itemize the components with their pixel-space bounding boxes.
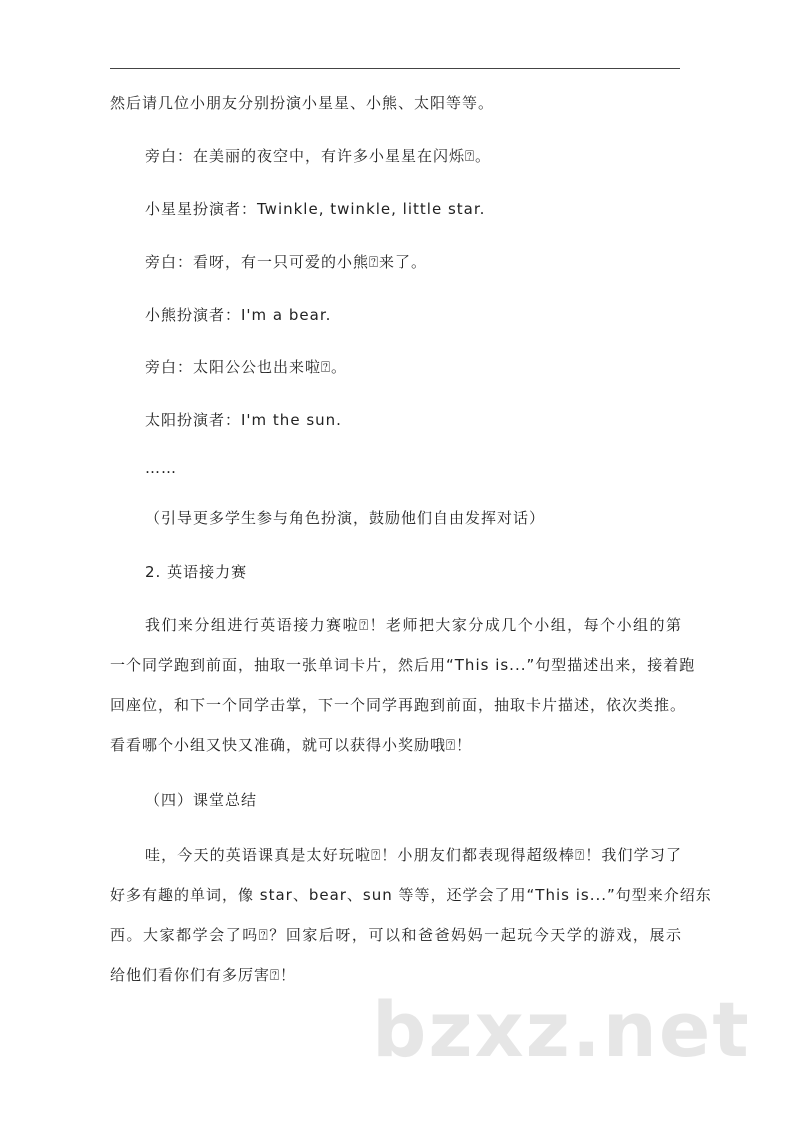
header-rule — [110, 68, 680, 69]
ellipsis-line: …… — [145, 459, 177, 477]
narration-line: 旁白：在美丽的夜空中，有许多小星星在闪烁⍰。 — [145, 147, 492, 165]
narration-line: 旁白：看呀，有一只可爱的小熊⍰来了。 — [145, 253, 428, 271]
section-heading: 2. 英语接力赛 — [145, 563, 248, 581]
paragraph-line: 好多有趣的单词，像 star、bear、sun 等等，还学会了用“This is...”句型来介绍东 — [110, 886, 712, 904]
instruction-note: （引导更多学生参与角色扮演，鼓励他们自由发挥对话） — [145, 509, 546, 527]
paragraph-line: 哇，今天的英语课真是太好玩啦⍰！小朋友们都表现得超级棒⍰！我们学习了 — [145, 846, 682, 864]
paragraph-line: 给他们看你们有多厉害⍰！ — [110, 966, 297, 984]
paragraph-line: 然后请几位小朋友分别扮演小星星、小熊、太阳等等。 — [110, 94, 495, 112]
paragraph-line: 我们来分组进行英语接力赛啦⍰！老师把大家分成几个小组，每个小组的第 — [145, 616, 682, 634]
paragraph-line: 一个同学跑到前面，抽取一张单词卡片，然后用“This is...”句型描述出来，接着跑 — [110, 656, 696, 674]
section-heading: （四）课堂总结 — [145, 791, 258, 809]
dialogue-line: 小熊扮演者：I'm a bear. — [145, 306, 332, 324]
paragraph-line: 西。大家都学会了吗⍰？回家后呀，可以和爸爸妈妈一起玩今天学的游戏，展示 — [110, 926, 682, 944]
narration-line: 旁白：太阳公公也出来啦⍰。 — [145, 358, 348, 376]
watermark: bzxz.net — [372, 985, 751, 1074]
dialogue-line: 小星星扮演者：Twinkle, twinkle, little star. — [145, 200, 486, 218]
paragraph-line: 看看哪个小组又快又准确，就可以获得小奖励哦⍰！ — [110, 736, 473, 754]
paragraph-line: 回座位，和下一个同学击掌，下一个同学再跑到前面，抽取卡片描述，依次类推。 — [110, 696, 687, 714]
dialogue-line: 太阳扮演者：I'm the sun. — [145, 411, 342, 429]
